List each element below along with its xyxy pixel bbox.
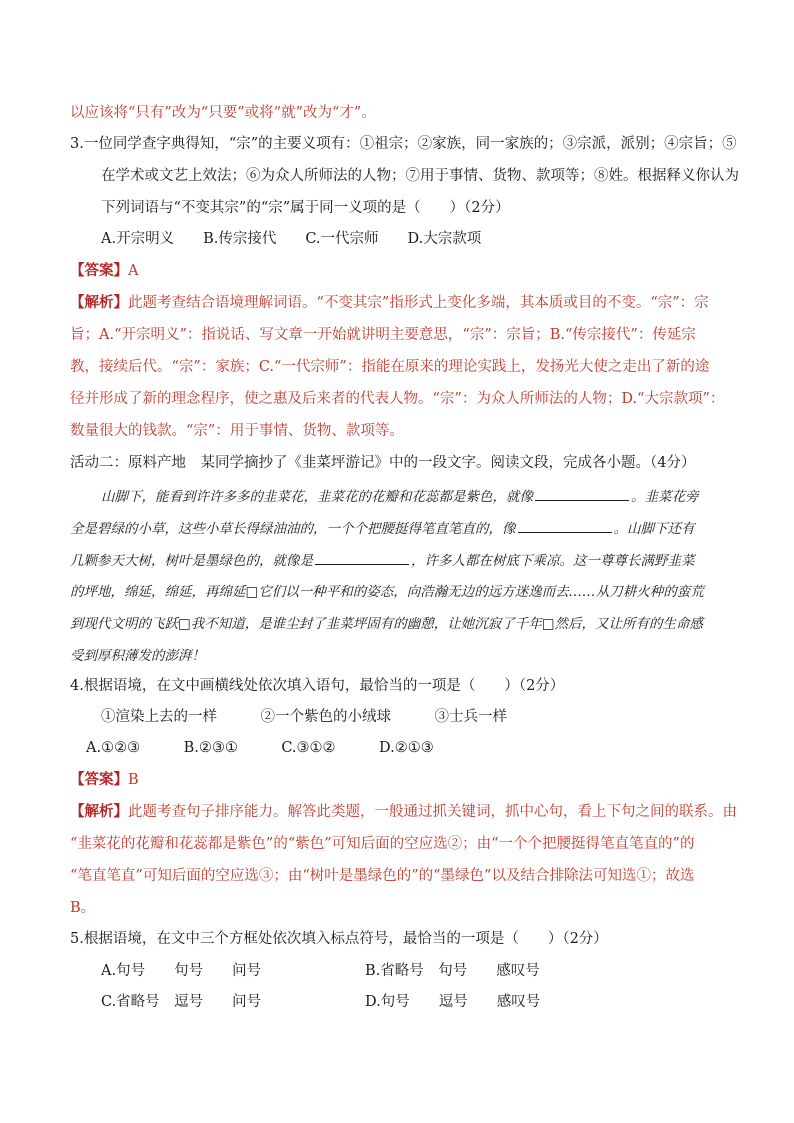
- passage-line1: 山脚下，能看到许许多多的韭菜花，韭菜花的花瓣和花蕊都是紫色，就像 。韭菜花旁: [101, 486, 699, 507]
- passage-line4: 的坪地，绵延，绵延，再绵延□它们以一种平和的姿态，向浩瀚无边的远方迷逸而去……从刀耕火种的蛮荒: [70, 584, 704, 600]
- question-3-stem-line1: 3.一位同学查字典得知，“宗”的主要义项有：①祖宗；②家族，同一家族的；③宗派，派别；④宗旨；⑤: [70, 136, 737, 152]
- passage-line6: 受到厚积薄发的澎湃！: [70, 648, 205, 664]
- passage-line3: 几颗参天大树，树叶是墨绿色的，就像是 ，许多人都在树底下乘凉。这一尊尊长满野韭菜: [70, 550, 695, 571]
- question-4-stem: 4.根据语境，在文中画横线处依次填入语句，最恰当的一项是（ ）（2分）: [70, 678, 565, 694]
- analysis-4-line1: 【解析】此题考查句子排序能力。解答此类题，一般通过抓关键词，抓中心句，看上下句之间的联系。由: [70, 803, 737, 820]
- question-3-options: A.开宗明义 B.传宗接代 C.一代宗师 D.大宗款项: [101, 231, 482, 247]
- question-4-sentences: ①渲染上去的一样 ②一个紫色的小绒球 ③士兵一样: [101, 709, 507, 725]
- question-5-stem: 5.根据语境，在文中三个方框处依次填入标点符号，最恰当的一项是（ ）（2分）: [70, 931, 608, 947]
- analysis-4-line2: “韭菜花的花瓣和花蕊都是紫色”的“紫色”可知后面的空应选②；由“一个个把腰挺得笔直笔直的”的: [70, 836, 695, 852]
- answer-value: A: [128, 263, 139, 279]
- question-5-option-d: D.句号 逗号 感叹号: [365, 994, 541, 1010]
- question-5-option-c: C.省略号 逗号 问号: [101, 994, 262, 1010]
- answer-value: B: [128, 772, 139, 788]
- fill-blank-1[interactable]: [535, 486, 629, 501]
- fill-blank-2[interactable]: [518, 518, 612, 533]
- analysis-4-line4: B。: [70, 900, 96, 916]
- analysis-3-line5: 数量很大的钱款。“宗”：用于事情、货物、款项等。: [70, 423, 404, 439]
- analysis-3-line2: 旨；A.“开宗明义”：指说话、写文章一开始就讲明主要意思，“宗”：宗旨；B.“传宗接代”：传延宗: [70, 327, 696, 343]
- question-4-options: A.①②③ B.②③① C.③①② D.②①③: [86, 740, 434, 756]
- answer-4: [70, 770, 139, 790]
- answer-3: [70, 261, 138, 281]
- question-3-stem-line2: 在学术或文艺上效法；⑥为众人所师法的人物；⑦用于事情、货物、款项等；⑧姓。根据释义你认为: [101, 168, 739, 184]
- analysis-3-line3: 教，接续后代。“宗”：家族；C.“一代宗师”：指能在原来的理论实践上，发扬光大使之走出了新的途: [70, 359, 710, 375]
- question-5-option-b: B.省略号 句号 感叹号: [365, 963, 540, 979]
- analysis-4-line3: “笔直笔直”可知后面的空应选③；由“树叶是墨绿色的”的“墨绿色”以及结合排除法可知选①；故选: [70, 868, 695, 884]
- analysis-continuation: 以应该将“只有”改为“只要”或将“就”改为“才”。: [70, 105, 376, 121]
- question-3-stem-line3: 下列词语与“不变其宗”的“宗”属于同一义项的是（ ）（2分）: [101, 200, 510, 216]
- fill-blank-3[interactable]: [315, 550, 409, 565]
- activity-2-heading: 活动二：原料产地 某同学摘抄了《韭菜坪游记》中的一段文字。阅读文段，完成各小题。（4分）: [70, 455, 696, 471]
- question-5-option-a: A.句号 句号 问号: [101, 963, 262, 979]
- passage-line5: 到现代文明的飞跃□我不知道，是谁尘封了韭菜坪固有的幽憩，让她沉寂了千年□然后，又让所有的生命感: [70, 616, 704, 632]
- answer-label: 【答案】: [70, 771, 128, 788]
- analysis-label: 【解析】: [70, 803, 128, 820]
- analysis-label: 【解析】: [70, 294, 128, 311]
- analysis-3-line1: 【解析】此题考查结合语境理解词语。“不变其宗”指形式上变化多端，其本质或目的不变。“宗”：宗: [70, 294, 709, 311]
- answer-label: 【答案】: [70, 262, 128, 279]
- passage-line2: 全是碧绿的小草，这些小草长得绿油油的，一个个把腰挺得笔直笔直的，像 。山脚下还有: [70, 518, 695, 539]
- analysis-3-line4: 径并形成了新的理念程序，使之惠及后来者的代表人物。“宗”：为众人所师法的人物；D.“大宗款项”：: [70, 391, 725, 407]
